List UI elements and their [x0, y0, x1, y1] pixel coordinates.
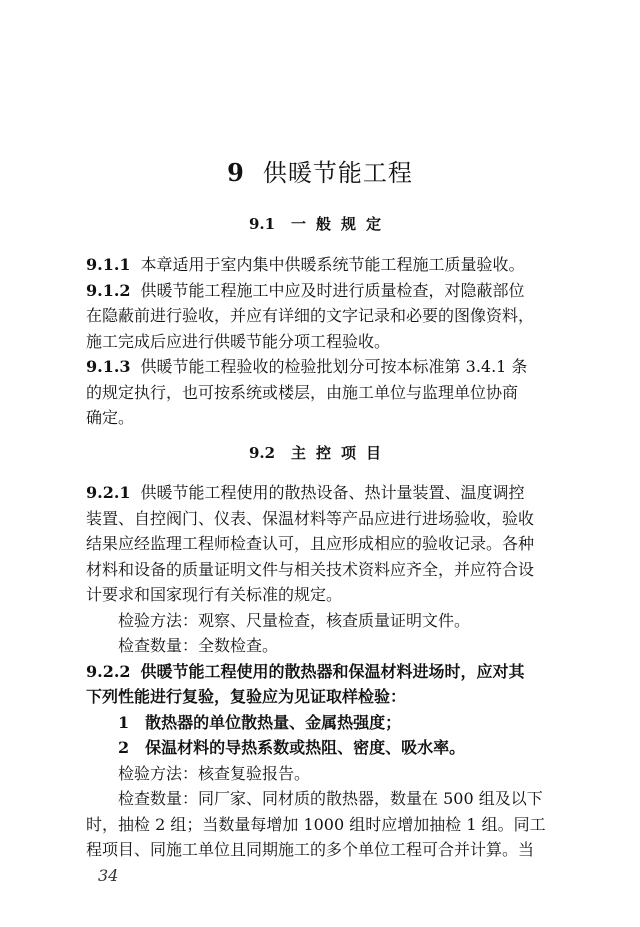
section-title-9-2 — [0, 441, 640, 465]
inspection-quantity: 检查数量：同厂家、同材质的散热器，数量在 500 组及以下 — [118, 789, 543, 808]
page-number: 34 — [98, 866, 119, 885]
clause-line: 结果应经监理工程师检查认可，且应形成相应的验收记录。各种 — [86, 534, 535, 553]
clause-line: 确定。 — [86, 408, 135, 427]
clause-line: 供暖节能工程施工中应及时进行质量检查，对隐蔽部位 — [140, 280, 525, 300]
section-number: 9.2 — [248, 444, 276, 462]
clause-line: 供暖节能工程使用的散热器和保温材料进场时，应对其 — [140, 661, 525, 681]
chapter-title-text: 供暖节能工程 — [262, 159, 413, 187]
chapter-title — [0, 155, 640, 191]
section-number: 9.1 — [248, 215, 276, 233]
section-title-9-1 — [0, 212, 640, 236]
clause-line: 供暖节能工程验收的检验批划分可按本标准第 3.4.1 条 — [140, 357, 528, 376]
list-item — [86, 710, 560, 736]
clause-line: 材料和设备的质量证明文件与相关技术资料应齐全，并应符合设 — [86, 559, 535, 579]
inspection-method: 检验方法：观察、尺量检查，核查质量证明文件。 — [118, 610, 471, 630]
clause-9-2-2-inspection — [86, 761, 560, 863]
list-item-text: 散热器的单位散热量、金属热强度； — [145, 712, 402, 732]
list-item-number: 2 — [118, 738, 130, 757]
clause-number: 9.1.3 — [86, 357, 131, 376]
list-item — [86, 735, 560, 761]
clause-9-1-1 — [86, 252, 560, 278]
clause-line: 本章适用于室内集中供暖系统节能工程施工质量验收。 — [140, 255, 525, 274]
clause-line: 下列性能进行复验，复验应为见证取样检验： — [86, 687, 407, 706]
section-title-text: 一般规定 — [291, 215, 392, 233]
clause-line: 施工完成后应进行供暖节能分项工程验收。 — [86, 331, 391, 351]
clause-line: 供暖节能工程使用的散热设备、热计量装置、温度调控 — [140, 483, 525, 502]
clause-number: 9.1.1 — [86, 255, 131, 274]
clause-9-2-1 — [86, 480, 560, 659]
clause-number: 9.1.2 — [86, 280, 131, 300]
inspection-quantity: 检查数量：全数检查。 — [118, 636, 279, 655]
clause-number: 9.2.2 — [86, 661, 131, 681]
chapter-number: 9 — [227, 158, 245, 187]
clause-9-2-2 — [86, 659, 560, 761]
list-item-number: 1 — [118, 712, 130, 732]
inspection-quantity: 时，抽检 2 组；当数量每增加 1000 组时应增加抽检 1 组。同工 — [86, 814, 546, 834]
inspection-quantity: 程项目、同施工单位且同期施工的多个单位工程可合并计算。当 — [86, 840, 535, 859]
clause-line: 在隐蔽前进行验收，并应有详细的文字记录和必要的图像资料， — [86, 306, 535, 325]
clause-line: 装置、自控阀门、仪表、保温材料等产品应进行进场验收，验收 — [86, 508, 535, 528]
inspection-method: 检验方法：核查复验报告。 — [118, 763, 311, 783]
list-item-text: 保温材料的导热系数或热阻、密度、吸水率。 — [145, 738, 466, 757]
clause-9-1-2 — [86, 278, 560, 355]
clause-line: 计要求和国家现行有关标准的规定。 — [86, 585, 343, 604]
clause-number: 9.2.1 — [86, 483, 131, 502]
clause-9-1-3 — [86, 354, 560, 431]
clause-line: 的规定执行，也可按系统或楼层，由施工单位与监理单位协商 — [86, 382, 519, 402]
section-title-text: 主控项目 — [291, 444, 392, 462]
